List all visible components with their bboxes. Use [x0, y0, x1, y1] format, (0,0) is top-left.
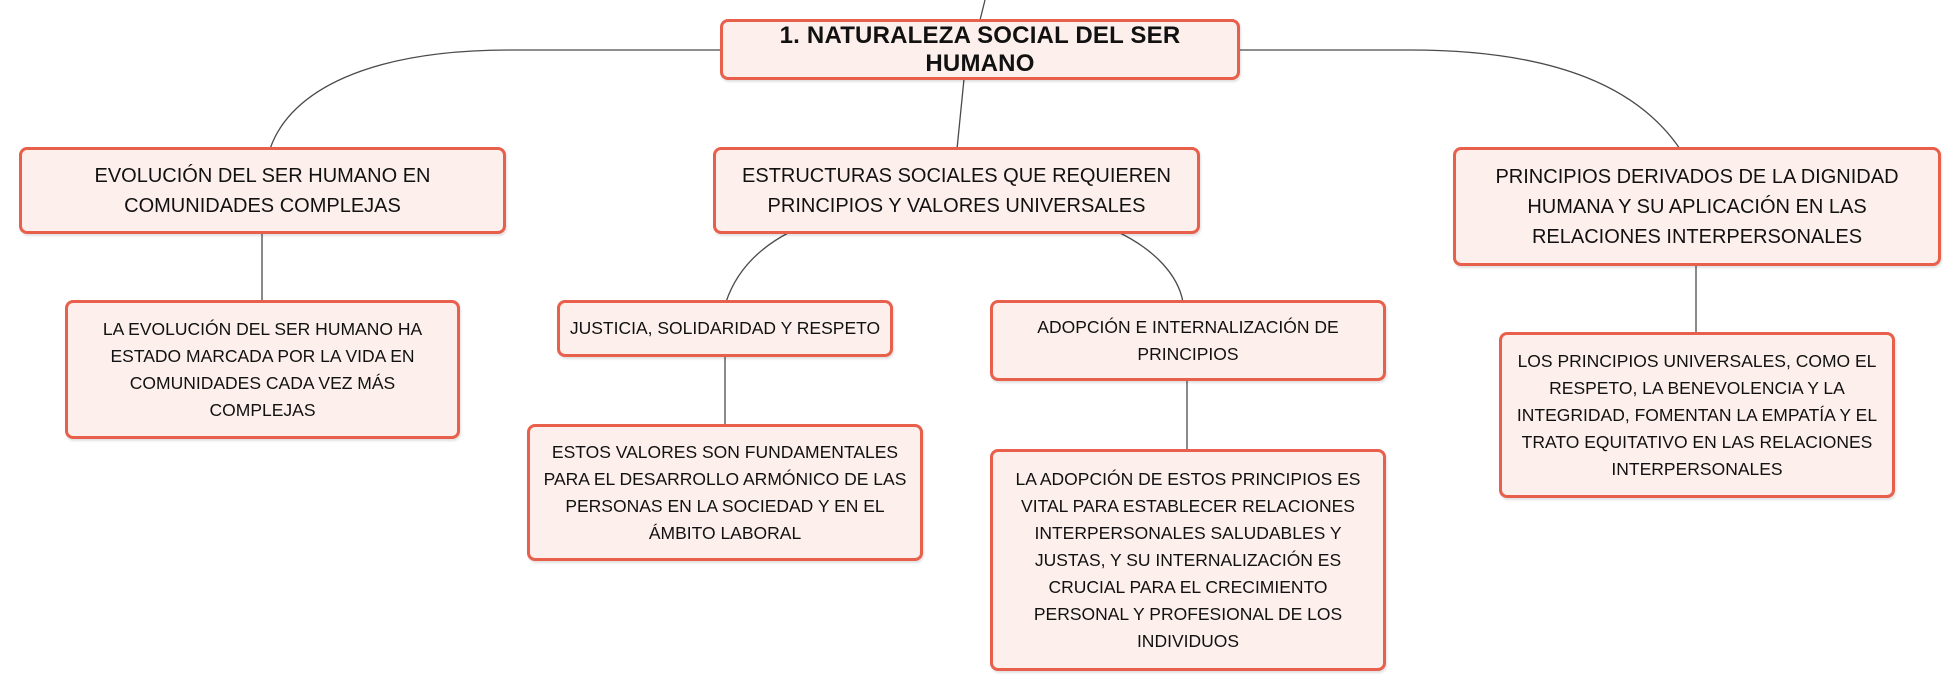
connector-root-to-branch-principios — [1238, 50, 1680, 149]
leaf-label-adopcion: LA ADOPCIÓN DE ESTOS PRINCIPIOS ES VITAL PARA ESTABLECER RELACIONES INTERPERSONALES SALUDABLES Y JUSTAS, Y SU INTERNALIZACIÓN ES CRUCIAL PARA EL CRECIMIENTO PERSONAL Y PROFESIONAL DE LOS INDIVIDUOS — [1015, 468, 1361, 651]
root-topic-label: 1. NATURALEZA SOCIAL DEL SER HUMANO — [779, 21, 1181, 77]
connector-parent-to-root — [980, 0, 985, 20]
subtopic-node-adopcion[interactable] — [990, 300, 1386, 381]
leaf-node-principios[interactable] — [1499, 332, 1895, 498]
leaf-node-adopcion[interactable] — [990, 449, 1386, 671]
subtopic-label-adopcion: ADOPCIÓN E INTERNALIZACIÓN DE PRINCIPIOS — [1037, 316, 1339, 364]
branch-label-principios: PRINCIPIOS DERIVADOS DE LA DIGNIDAD HUMANA Y SU APLICACIÓN EN LAS RELACIONES INTERPERSONALES — [1495, 165, 1899, 248]
leaf-label-justicia: ESTOS VALORES SON FUNDAMENTALES PARA EL DESARROLLO ARMÓNICO DE LAS PERSONAS EN LA SOCIEDAD Y EN EL ÁMBITO LABORAL — [543, 441, 907, 543]
leaf-node-evolucion[interactable] — [65, 300, 460, 439]
leaf-label-evolucion: LA EVOLUCIÓN DEL SER HUMANO HA ESTADO MARCADA POR LA VIDA EN COMUNIDADES CADA VEZ MÁS COMPLEJAS — [102, 318, 423, 420]
root-topic-node[interactable] — [720, 19, 1240, 80]
leaf-label-principios: LOS PRINCIPIOS UNIVERSALES, COMO EL RESPETO, LA BENEVOLENCIA Y LA INTEGRIDAD, FOMENTAN LA EMPATÍA Y EL TRATO EQUITATIVO EN LAS RELACIONES INTERPERSONALES — [1516, 350, 1878, 479]
branch-label-evolucion: EVOLUCIÓN DEL SER HUMANO EN COMUNIDADES COMPLEJAS — [94, 164, 431, 217]
connector-estructuras-to-justicia — [726, 232, 790, 302]
branch-node-evolucion[interactable] — [19, 147, 506, 234]
branch-node-principios[interactable] — [1453, 147, 1941, 266]
branch-node-estructuras[interactable] — [713, 147, 1200, 234]
subtopic-node-justicia[interactable] — [557, 300, 893, 357]
subtopic-label-justicia: JUSTICIA, SOLIDARIDAD Y RESPETO — [569, 318, 881, 338]
leaf-node-justicia[interactable] — [527, 424, 923, 561]
connector-estructuras-to-adopcion — [1118, 232, 1183, 302]
branch-label-estructuras: ESTRUCTURAS SOCIALES QUE REQUIEREN PRINCIPIOS Y VALORES UNIVERSALES — [742, 164, 1171, 217]
connector-root-to-branch-estructuras — [957, 79, 964, 149]
connector-root-to-branch-evolucion — [270, 50, 722, 149]
